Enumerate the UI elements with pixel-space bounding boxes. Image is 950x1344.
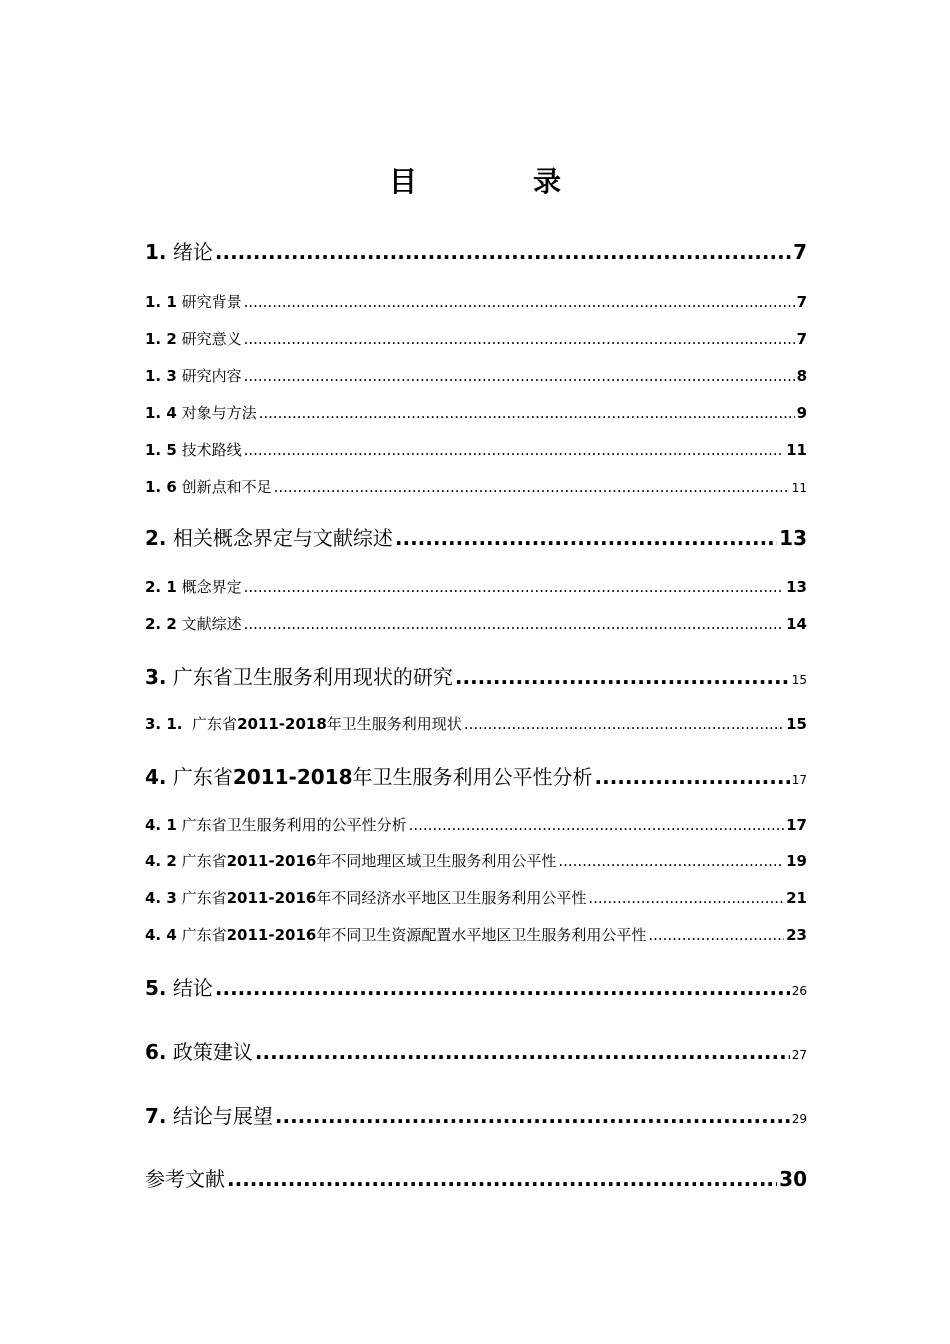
entry-year-range: 2011-2016 (226, 889, 317, 907)
entry-title: 文献综述 (181, 615, 242, 633)
entry-number: 1. 1 (145, 293, 177, 311)
entry-title-prefix: 广东省 (181, 926, 227, 944)
dot-leader (409, 816, 785, 834)
entry-number: 4. 2 (145, 852, 177, 870)
page-title: 目 录 (388, 165, 605, 198)
dot-leader (648, 926, 784, 944)
toc-entry-4-3[interactable] (145, 887, 807, 908)
toc-entry-1-4[interactable] (145, 402, 807, 423)
dot-leader (227, 1167, 777, 1191)
entry-title: 广东省卫生服务利用现状的研究 (172, 665, 453, 689)
page-number: 9 (796, 404, 807, 422)
entry-title: 技术路线 (181, 441, 242, 459)
entry-number: 1. 3 (145, 367, 177, 385)
page-number: 13 (786, 578, 807, 596)
entry-number: 2. (145, 526, 167, 550)
entry-title: 概念界定 (181, 578, 242, 596)
entry-title: 广东省卫生服务利用的公平性分析 (181, 816, 407, 834)
page-number: 29 (791, 1112, 807, 1126)
dot-leader (244, 578, 785, 596)
toc-entry-7[interactable] (145, 1100, 807, 1129)
entry-number: 1. 4 (145, 404, 177, 422)
entry-number: 1. 6 (145, 478, 177, 496)
entry-title-suffix: 年卫生服务利用现状 (326, 715, 462, 733)
entry-number: 3. (145, 665, 167, 689)
page-number: 7 (796, 330, 807, 348)
entry-number: 4. 4 (145, 926, 177, 944)
entry-title-prefix: 广东省 (181, 889, 227, 907)
entry-title-prefix: 广东省 (172, 765, 233, 789)
dot-leader (558, 852, 784, 870)
entry-title: 对象与方法 (181, 404, 257, 422)
page-number: 19 (786, 852, 807, 870)
entry-title-suffix: 年不同地理区域卫生服务利用公平性 (316, 852, 557, 870)
entry-number: 4. (145, 765, 167, 789)
entry-year-range: 2011-2018 (237, 715, 327, 733)
dot-leader (595, 765, 790, 789)
entry-year-range: 2011-2016 (226, 852, 317, 870)
entry-number: 6. (145, 1040, 167, 1064)
toc-entry-2[interactable] (145, 522, 807, 551)
dot-leader (464, 715, 784, 733)
page-number: 7 (796, 293, 807, 311)
toc-entry-4-2[interactable] (145, 850, 807, 871)
entry-number: 2. 1 (145, 578, 177, 596)
page-number: 30 (779, 1167, 807, 1191)
dot-leader (244, 330, 795, 348)
toc-entry-4-4[interactable] (145, 924, 807, 945)
entry-title: 绪论 (172, 240, 213, 264)
entry-year-range: 2011-2016 (226, 926, 317, 944)
toc-entry-5[interactable] (145, 972, 807, 1001)
toc-entry-references[interactable] (145, 1163, 807, 1192)
toc-entry-4[interactable] (145, 761, 807, 790)
entry-title: 研究内容 (181, 367, 242, 385)
page-number: 27 (791, 1048, 807, 1062)
toc-entry-2-1[interactable] (145, 576, 807, 597)
entry-title: 研究背景 (181, 293, 242, 311)
page-number: 15 (791, 673, 807, 687)
page-number: 11 (786, 441, 807, 459)
page-number: 23 (786, 926, 807, 944)
entry-number: 5. (145, 976, 167, 1000)
entry-title-suffix: 年不同经济水平地区卫生服务利用公平性 (316, 889, 587, 907)
entry-title: 政策建议 (172, 1040, 253, 1064)
entry-title-prefix: 广东省 (192, 715, 238, 733)
entry-number: 3. 1. (145, 715, 183, 733)
toc-entry-4-1[interactable] (145, 814, 807, 835)
dot-leader (395, 526, 777, 550)
entry-title: 结论与展望 (172, 1104, 273, 1128)
entry-year-range: 2011-2018 (232, 765, 353, 789)
entry-title: 参考文献 (145, 1167, 225, 1191)
page-number: 15 (786, 715, 807, 733)
entry-title-suffix: 年卫生服务利用公平性分析 (352, 765, 593, 789)
page-number: 7 (793, 240, 807, 264)
dot-leader (244, 367, 795, 385)
entry-title: 结论 (172, 976, 213, 1000)
page-number: 17 (791, 773, 807, 787)
dot-leader (215, 240, 791, 264)
entry-title: 研究意义 (181, 330, 242, 348)
dot-leader (244, 615, 785, 633)
entry-number: 1. 2 (145, 330, 177, 348)
entry-number: 2. 2 (145, 615, 177, 633)
dot-leader (455, 665, 790, 689)
toc-entry-1-2[interactable] (145, 328, 807, 349)
entry-number: 4. 1 (145, 816, 177, 834)
toc-entry-1-6[interactable] (145, 476, 807, 497)
entry-number: 7. (145, 1104, 167, 1128)
toc-entry-3-1[interactable] (145, 713, 807, 734)
dot-leader (215, 976, 790, 1000)
toc-entry-1[interactable] (145, 236, 807, 265)
entry-number: 4. 3 (145, 889, 177, 907)
dot-leader (275, 1104, 790, 1128)
dot-leader (259, 404, 795, 422)
dot-leader (255, 1040, 790, 1064)
entry-number: 1. (145, 240, 167, 264)
page-number: 13 (779, 526, 807, 550)
toc-entry-2-2[interactable] (145, 613, 807, 634)
dot-leader (244, 293, 795, 311)
entry-number: 1. 5 (145, 441, 177, 459)
page-number: 8 (796, 367, 807, 385)
page-number: 17 (786, 816, 807, 834)
toc-entry-6[interactable] (145, 1036, 807, 1065)
toc-entry-1-1[interactable] (145, 291, 807, 312)
entry-title-suffix: 年不同卫生资源配置水平地区卫生服务利用公平性 (316, 926, 647, 944)
page-number: 26 (791, 984, 807, 998)
entry-title-prefix: 广东省 (181, 852, 227, 870)
dot-leader (244, 441, 785, 459)
entry-title: 创新点和不足 (181, 478, 272, 496)
toc-entry-3[interactable] (145, 661, 807, 690)
toc-entry-1-3[interactable] (145, 365, 807, 386)
dot-leader (274, 478, 790, 496)
dot-leader (588, 889, 784, 907)
page-number: 14 (786, 615, 807, 633)
page-number: 11 (791, 481, 807, 495)
entry-title: 相关概念界定与文献综述 (172, 526, 393, 550)
page-number: 21 (786, 889, 807, 907)
toc-entry-1-5[interactable] (145, 439, 807, 460)
